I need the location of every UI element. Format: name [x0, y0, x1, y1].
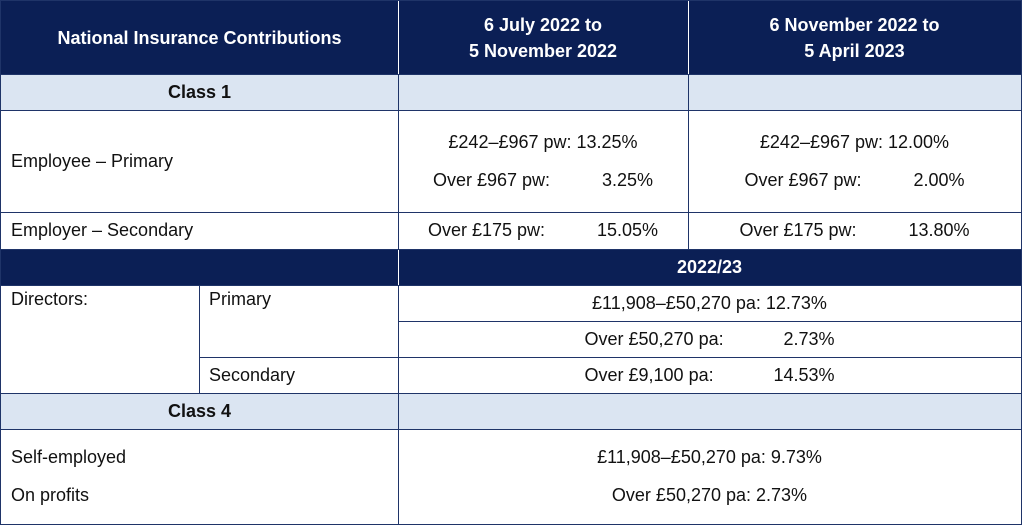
directors-secondary-label: Secondary — [209, 364, 296, 385]
self-employed-label-cell — [1, 429, 398, 524]
year-header: 2022/23 — [676, 257, 743, 277]
employer-secondary-period2-rate: 13.80% — [908, 220, 970, 240]
directors-label: Directors: — [11, 289, 89, 309]
class1-period2-empty — [688, 74, 1021, 110]
employer-secondary-label-cell — [1, 212, 398, 249]
self-employed-band: £11,908–£50,270 pa: 9.73% — [597, 447, 822, 467]
directors-label-cell — [1, 285, 199, 393]
directors-primary-upper-label: Over £50,270 pa: — [584, 328, 724, 349]
employee-primary-period2-upper-label: Over £967 pw: — [744, 169, 862, 190]
employer-secondary-period1-label: Over £175 pw: — [428, 220, 546, 240]
year-header-empty — [1, 249, 398, 285]
header-period2-line1: 6 November 2022 to — [769, 14, 940, 35]
directors-primary-band-cell — [398, 285, 1021, 321]
employee-primary-label: Employee – Primary — [11, 150, 174, 171]
header-period1-cell — [398, 1, 688, 74]
directors-secondary-rate-cell — [398, 357, 1021, 393]
year-header-cell — [398, 249, 1021, 285]
self-employed-rates-cell — [398, 429, 1021, 524]
employer-secondary-period1-rate: 15.05% — [596, 220, 658, 240]
header-title-cell — [1, 1, 398, 74]
class1-heading-cell — [1, 74, 398, 110]
employer-secondary-period2-cell — [688, 212, 1021, 249]
directors-secondary-label-cell — [199, 357, 398, 393]
class1-period1-empty — [398, 74, 688, 110]
directors-primary-label: Primary — [209, 289, 271, 309]
directors-secondary-rate: 14.53% — [773, 364, 835, 385]
employee-primary-period1-upper-rate: 3.25% — [601, 169, 653, 190]
employee-primary-period1-upper-label: Over £967 pw: — [433, 169, 551, 190]
directors-primary-upper-rate: 2.73% — [783, 328, 835, 349]
directors-primary-band: £11,908–£50,270 pa: 12.73% — [592, 292, 827, 313]
header-title: National Insurance Contributions — [57, 27, 342, 48]
class4-rate-empty — [398, 393, 1021, 429]
employee-primary-period2-cell — [688, 110, 1021, 212]
employee-primary-period1-cell — [398, 110, 688, 212]
class1-heading: Class 1 — [167, 81, 232, 102]
directors-primary-label-cell — [199, 285, 398, 357]
employer-secondary-label: Employer – Secondary — [11, 220, 194, 240]
employer-secondary-period2-label: Over £175 pw: — [739, 220, 857, 240]
directors-secondary-rate-label: Over £9,100 pa: — [584, 364, 714, 385]
self-employed-upper: Over £50,270 pa: 2.73% — [611, 485, 808, 505]
employer-secondary-period1-cell — [398, 212, 688, 249]
header-period1-line2: 5 November 2022 — [468, 40, 618, 61]
employee-primary-label-cell — [1, 110, 398, 212]
employee-primary-period2-band: £242–£967 pw: 12.00% — [759, 131, 950, 152]
header-period1-line1: 6 July 2022 to — [483, 14, 603, 35]
employee-primary-period2-upper-rate: 2.00% — [913, 169, 965, 190]
self-employed-label: Self-employed — [11, 447, 127, 467]
class4-heading-cell — [1, 393, 398, 429]
header-period2-line2: 5 April 2023 — [804, 40, 905, 61]
employee-primary-period1-band: £242–£967 pw: 13.25% — [448, 131, 638, 152]
class4-heading: Class 4 — [167, 400, 232, 421]
on-profits-label: On profits — [11, 485, 90, 505]
header-period2-cell — [688, 1, 1021, 74]
directors-primary-upper-cell — [398, 321, 1021, 357]
